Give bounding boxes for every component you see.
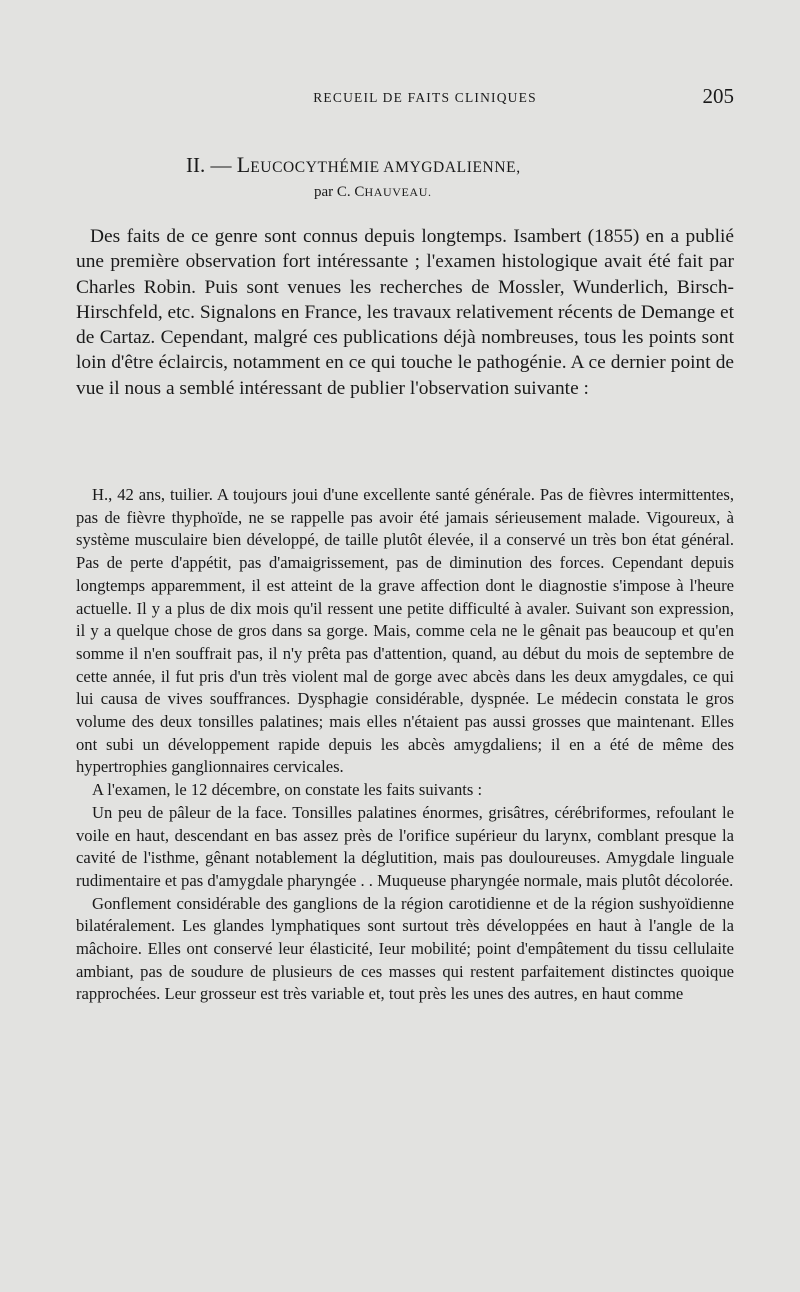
observation-paragraph-3: Un peu de pâleur de la face. Tonsilles palatines énormes, grisâtres, cérébriformes, refoulant le voile en haut, descendant en bas assez près de l'orifice supérieur du larynx, comblant presque la cavité de l'isthme, gênant notablement la déglutition, mais pas douloureuses. Amygdale linguale rudimentaire et pas d'amygdale pharyngée . . Muqueuse pharyngée normale, mais plutôt décolorée. <box>76 802 734 890</box>
byline <box>314 184 432 201</box>
observation-text <box>76 484 734 1006</box>
byline-prefix: par C. <box>314 184 351 200</box>
chapter-title-rest: EUCOCYTHÉMIE AMYGDALIENNE, <box>250 159 521 176</box>
running-head <box>76 84 734 112</box>
observation-paragraph-4: Gonflement considérable des ganglions de la région carotidienne et de la région sushyoïdienne bilatéralement. Les glandes lymphatiques sont surtout très développées en haut à l'angle de la mâchoire. Elles ont conservé leur élasticité, Ieur mobilité; point d'empâtement du tissu cellulaite ambiant, pas de soudure de plusieurs de ces masses qui restent parfaitement distinctes quoique rapprochées. Leur grosseur est très variable et, tout près les unes des autres, en haut comme <box>76 893 734 1004</box>
page-number: 205 <box>702 84 734 108</box>
chapter-title-initial: L <box>236 152 251 177</box>
observation-paragraph-2: A l'examen, le 12 décembre, on constate les faits suivants : <box>92 780 483 800</box>
author-initial: C <box>354 184 365 200</box>
chapter-number: II. — <box>186 153 232 177</box>
author-rest: HAUVEAU. <box>364 185 432 199</box>
intro-text <box>76 224 734 401</box>
running-title: RECUEIL DE FAITS CLINIQUES <box>313 90 537 105</box>
intro-paragraph: Des faits de ce genre sont connus depuis longtemps. Isambert (1855) en a publié une première observation fort intéressante ; l'examen histologique avait été fait par Charles Robin. Puis sont venues les recherches de Mossler, Wunderlich, Birsch-Hirschfeld, etc. Signalons en France, les travaux relativement récents de Demange et de Cartaz. Cependant, malgré ces publications déjà nombreuses, tous les points sont loin d'être éclaircis, notamment en ce qui touche le pathogénie. A ce dernier point de vue il nous a semblé intéressant de publier l'observation suivante : <box>76 226 734 399</box>
observation-paragraph-1: H., 42 ans, tuilier. A toujours joui d'une excellente santé générale. Pas de fièvres intermittentes, pas de fièvre thyphoïde, ne se rappelle pas avoir été jamais sérieusement malade. Vigoureux, à système musculaire bien développé, de taille plutôt élevée, il a conservé un très bon état général. Pas de perte d'appétit, pas d'amaigrissement, pas de diminution des forces. Cependant depuis longtemps apparemment, il est atteint de la grave affection dont le diagnostie s'impose à l'heure actuelle. Il y a plus de dix mois qu'il ressent une petite difficulté à avaler. Suivant son expression, il y a quelque chose de gros dans sa gorge. Mais, comme cela ne le gênait pas beaucoup et qu'en somme il n'en souffrait pas, il n'y prêta pas d'attention, quand, au début du mois de septembre de cette année, il fut pris d'un très violent mal de gorge avec abcès dans les deux amygdales, ce qui lui causa de vives souffrances. Dysphagie considérable, dyspnée. Le médecin constata le gros volume des deux tonsilles palatines; mais elles n'étaient pas aussi grosses que maintenant. Elles ont subi un développement rapide depuis les abcès amygdaliens; il en a été de même des hypertrophies ganglionnaires cervicales. <box>76 485 734 777</box>
chapter-title <box>186 152 521 178</box>
